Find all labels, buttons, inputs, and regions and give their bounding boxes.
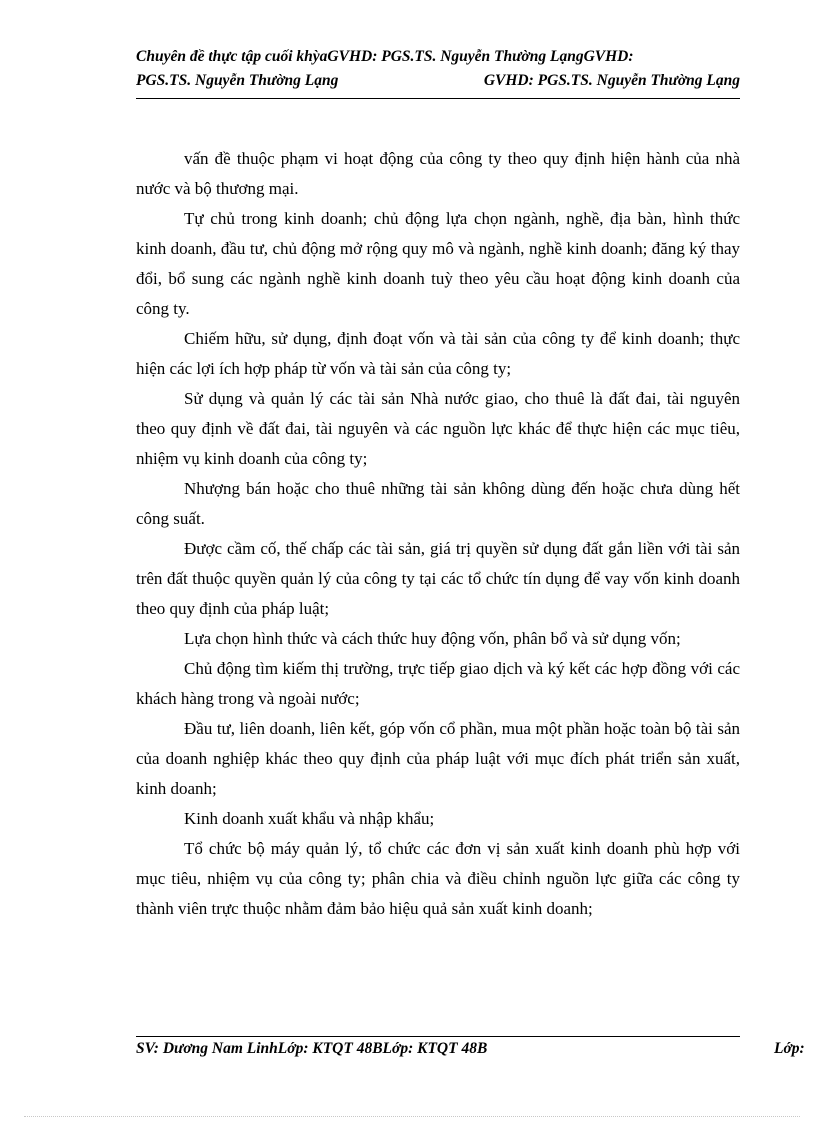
paragraph-6: Được cầm cố, thế chấp các tài sản, giá trị quyền sử dụng đất gắn liền với tài sản trên đất thuộc quyền quản lý của công ty tại các tổ chức tín dụng để vay vốn kinh doanh theo quy định của pháp luật; — [136, 539, 740, 618]
header-line-2-right: GVHD: PGS.TS. Nguyễn Thường Lạng — [483, 72, 740, 89]
footer-divider — [136, 1036, 740, 1037]
footer-class-label: Lớp: — [774, 1040, 805, 1057]
page-header — [136, 46, 740, 99]
paragraph-8: Chủ động tìm kiếm thị trường, trực tiếp giao dịch và ký kết các hợp đồng với các khách hàng trong và ngoài nước; — [136, 659, 740, 708]
paragraph-11: Tổ chức bộ máy quản lý, tổ chức các đơn vị sản xuất kinh doanh phù hợp với mục tiêu, nhiệm vụ của công ty; phân chia và điều chỉnh nguồn lực giữa các công ty thành viên trực thuộc nhằm đảm bảo hiệu quả sản xuất kinh doanh; — [136, 839, 740, 918]
header-line-1: Chuyên đề thực tập cuối khỳaGVHD: PGS.TS. Nguyễn Thường LạngGVHD: — [136, 48, 634, 65]
page-bottom-edge — [24, 1116, 800, 1117]
paragraph-3: Chiếm hữu, sử dụng, định đoạt vốn và tài sản của công ty để kinh doanh; thực hiện các lợi ích hợp pháp từ vốn và tài sản của công ty; — [136, 329, 740, 378]
paragraph-9: Đầu tư, liên doanh, liên kết, góp vốn cổ phần, mua một phần hoặc toàn bộ tài sản của doanh nghiệp khác theo quy định của pháp luật với mục đích phát triển sản xuất, kinh doanh; — [136, 719, 740, 798]
header-line-2-left: PGS.TS. Nguyễn Thường Lạng — [136, 72, 339, 89]
paragraph-4: Sử dụng và quản lý các tài sản Nhà nước giao, cho thuê là đất đai, tài nguyên theo quy định về đất đai, tài nguyên và các nguồn lực khác để thực hiện các mục tiêu, nhiệm vụ kinh doanh của công ty; — [136, 389, 740, 468]
paragraph-2: Tự chủ trong kinh doanh; chủ động lựa chọn ngành, nghề, địa bàn, hình thức kinh doanh, đầu tư, chủ động mở rộng quy mô và ngành, nghề kinh doanh; đăng ký thay đổi, bổ sung các ngành nghề kinh doanh tuỳ theo yêu cầu hoạt động kinh doanh của công ty. — [136, 209, 740, 318]
paragraph-5: Nhượng bán hoặc cho thuê những tài sản không dùng đến hoặc chưa dùng hết công suất. — [136, 479, 740, 528]
document-body — [136, 144, 740, 924]
paragraph-10: Kinh doanh xuất khẩu và nhập khẩu; — [184, 809, 435, 828]
footer-student-info: SV: Dương Nam LinhLớp: KTQT 48BLớp: KTQT 48B — [136, 1040, 488, 1057]
paragraph-7: Lựa chọn hình thức và cách thức huy động vốn, phân bổ và sử dụng vốn; — [184, 629, 681, 648]
paragraph-1: vấn đề thuộc phạm vi hoạt động của công ty theo quy định hiện hành của nhà nước và bộ thương mại. — [136, 149, 740, 198]
